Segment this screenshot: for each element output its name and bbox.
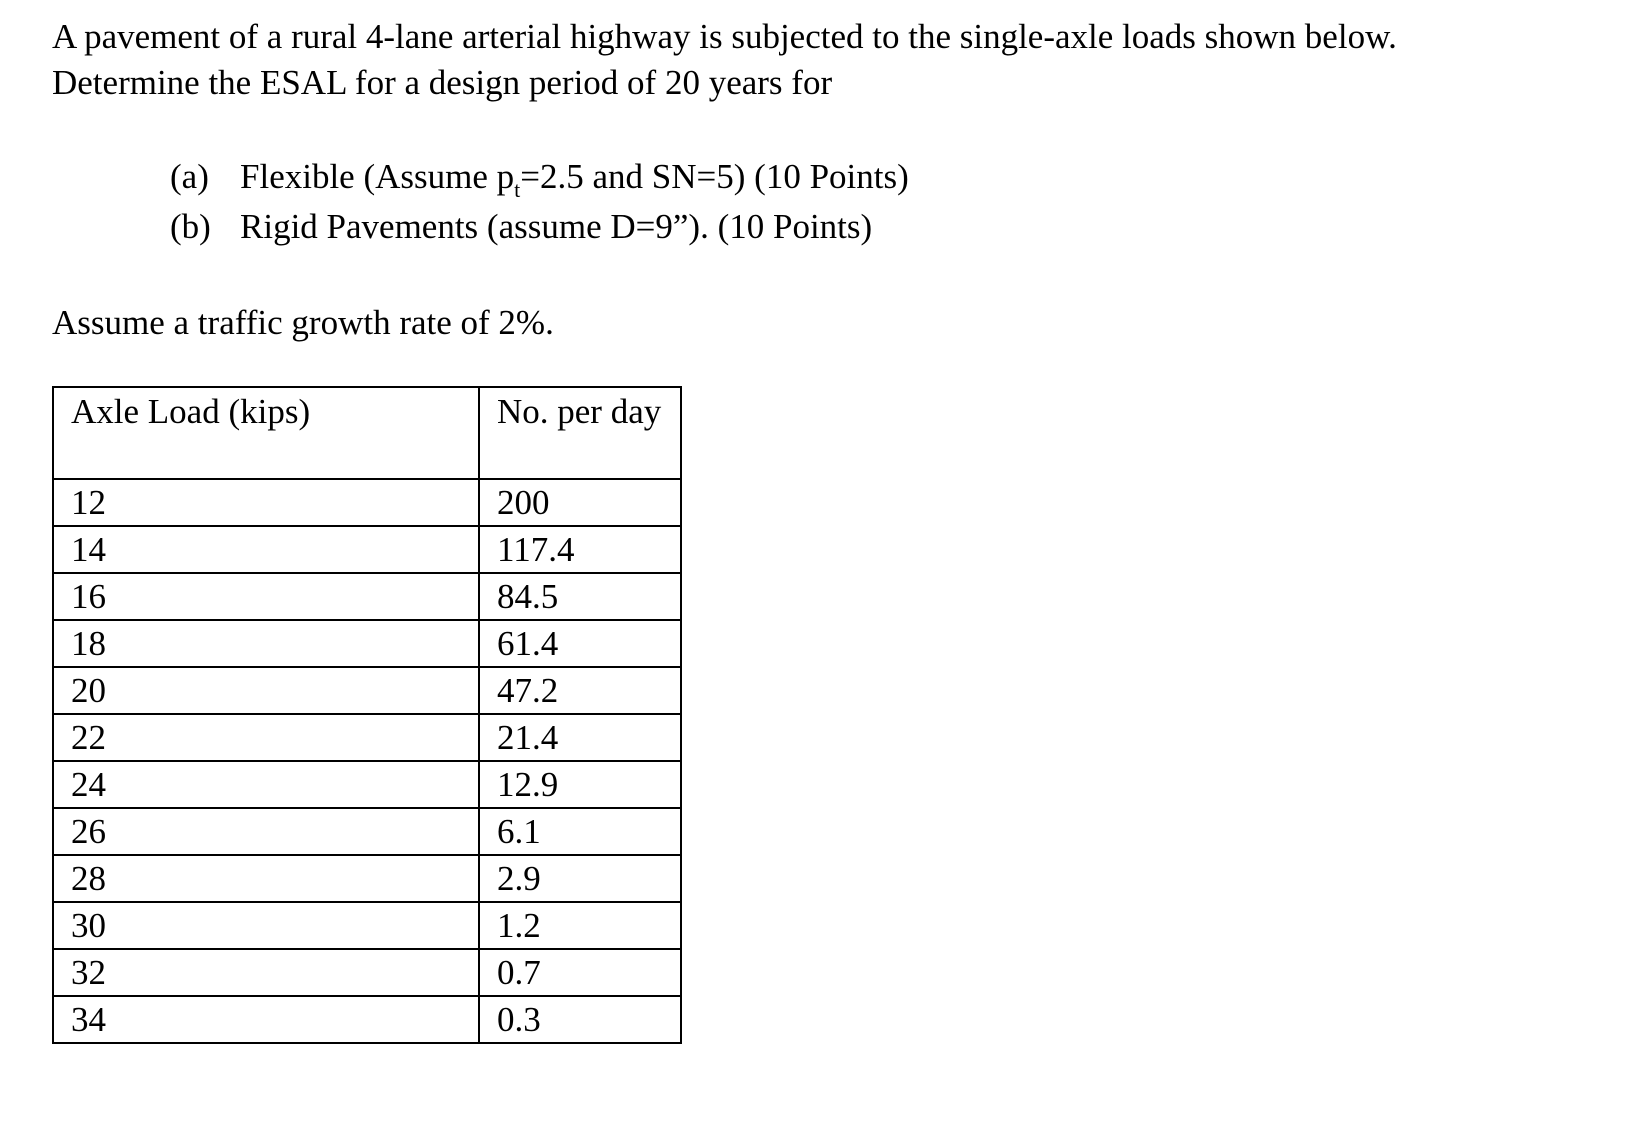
axle-load-cell: 14 — [53, 526, 479, 573]
count-per-day-cell: 12.9 — [479, 761, 681, 808]
count-per-day-cell: 21.4 — [479, 714, 681, 761]
axle-load-cell: 24 — [53, 761, 479, 808]
axle-load-cell: 22 — [53, 714, 479, 761]
axle-load-cell: 20 — [53, 667, 479, 714]
growth-rate-note: Assume a traffic growth rate of 2%. — [52, 303, 554, 342]
subscript: t — [514, 177, 521, 202]
table-row — [53, 667, 681, 714]
part-text-before: Flexible (Assume p — [240, 157, 515, 196]
axle-load-cell: 12 — [53, 479, 479, 526]
part-marker: (a) — [170, 157, 209, 196]
axle-load-cell: 32 — [53, 949, 479, 996]
table-row — [53, 714, 681, 761]
part-a — [170, 154, 909, 204]
table-row — [53, 996, 681, 1043]
problem-line-1: A pavement of a rural 4-lane arterial highway is subjected to the single-axle loads shown below. — [52, 17, 1397, 56]
count-per-day-cell: 47.2 — [479, 667, 681, 714]
count-per-day-cell: 0.3 — [479, 996, 681, 1043]
table-row — [53, 949, 681, 996]
problem-intro — [52, 14, 1612, 106]
count-per-day-cell: 2.9 — [479, 855, 681, 902]
table-row — [53, 808, 681, 855]
part-b — [170, 204, 909, 250]
table-row — [53, 479, 681, 526]
count-per-day-cell: 61.4 — [479, 620, 681, 667]
count-per-day-cell: 200 — [479, 479, 681, 526]
part-marker: (b) — [170, 207, 211, 246]
axle-load-cell: 34 — [53, 996, 479, 1043]
axle-load-cell: 18 — [53, 620, 479, 667]
count-per-day-cell: 117.4 — [479, 526, 681, 573]
count-per-day-cell: 0.7 — [479, 949, 681, 996]
table-row — [53, 573, 681, 620]
header-no-per-day: No. per day — [479, 387, 681, 479]
problem-document — [52, 14, 1612, 1039]
count-per-day-cell: 6.1 — [479, 808, 681, 855]
axle-load-cell: 28 — [53, 855, 479, 902]
axle-load-table — [52, 386, 682, 1044]
axle-load-cell: 30 — [53, 902, 479, 949]
problem-parts-list — [170, 154, 909, 250]
header-axle-load: Axle Load (kips) — [53, 387, 479, 479]
table-row — [53, 526, 681, 573]
table-row — [53, 902, 681, 949]
table-row — [53, 855, 681, 902]
count-per-day-cell: 84.5 — [479, 573, 681, 620]
part-text: Rigid Pavements (assume D=9”). (10 Points) — [240, 207, 873, 246]
table-row — [53, 620, 681, 667]
part-text — [240, 154, 909, 204]
count-per-day-cell: 1.2 — [479, 902, 681, 949]
part-text-after: =2.5 and SN=5) (10 Points) — [520, 157, 909, 196]
table-header-row — [53, 387, 681, 479]
axle-load-cell: 16 — [53, 573, 479, 620]
table-body — [53, 479, 681, 1043]
axle-load-cell: 26 — [53, 808, 479, 855]
table-row — [53, 761, 681, 808]
problem-line-2: Determine the ESAL for a design period of 20 years for — [52, 63, 833, 102]
